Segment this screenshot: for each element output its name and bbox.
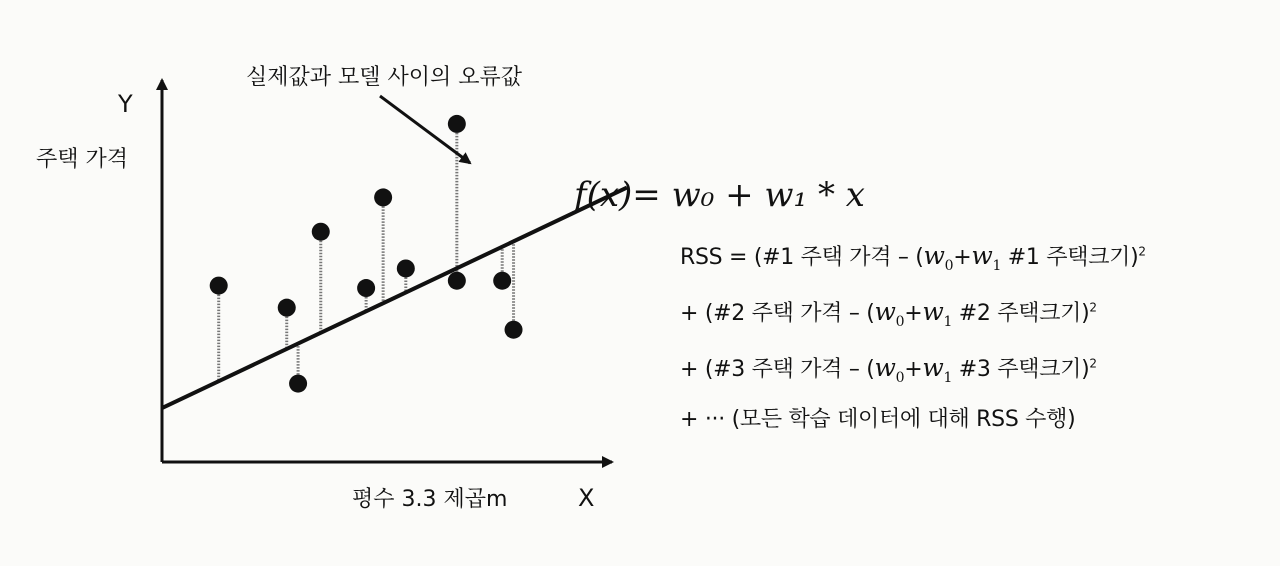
rss-line-3 [680,352,1097,386]
data-point-1 [210,277,228,295]
regression-formula [571,175,865,215]
x-axis-label: 평수 3.3 제곱m [352,487,508,512]
data-point-2 [278,299,296,317]
rss-line-2 [680,296,1097,330]
rss-line-2-plus: + [904,301,923,326]
formula-rhs: = w₀ + w₁ * x [632,175,865,215]
data-point-3 [289,375,307,393]
data-point-9 [448,115,466,133]
y-axis-label: 주택 가격 [36,147,129,172]
rss-line-3-prefix: + (#3 주택 가격 – ( [680,357,875,382]
data-point-5 [357,279,375,297]
rss-line-1-w1: $w_1$ [971,241,1002,274]
rss-line-3-plus: + [904,357,923,382]
rss-line-1-prefix: RSS = (#1 주택 가격 – ( [680,245,924,270]
rss-line-3-w1: $w_1$ [922,353,953,386]
data-point-4 [312,223,330,241]
data-point-6 [374,188,392,206]
y-axis-name: Y [118,90,133,118]
data-point-10 [493,272,511,290]
rss-line-3-w0: $w_0$ [874,353,905,386]
data-points [210,115,523,393]
x-axis-name: X [578,484,595,512]
rss-line-4: + ··· (모든 학습 데이터에 대해 RSS 수행) [680,407,1076,432]
rss-line-3-sup: 2 [1089,356,1097,371]
data-point-8 [448,272,466,290]
rss-line-1-suffix: #1 주택크기) [1001,245,1139,270]
regression-line [162,188,627,409]
rss-line-2-sup: 2 [1089,300,1097,315]
rss-line-2-w1: $w_1$ [922,297,953,330]
annotation-label: 실제값과 모델 사이의 오류값 [246,65,523,90]
rss-line-2-prefix: + (#2 주택 가격 – ( [680,301,875,326]
rss-line-1-w0: $w_0$ [923,241,954,274]
rss-line-2-w0: $w_0$ [874,297,905,330]
rss-line-3-suffix: #3 주택크기) [952,357,1090,382]
formula-lhs: f(x) [574,175,633,215]
rss-line-1 [680,240,1146,274]
data-point-7 [397,259,415,277]
rss-line-1-sup: 2 [1138,244,1146,259]
rss-line-2-suffix: #2 주택크기) [952,301,1090,326]
data-point-11 [505,321,523,339]
rss-line-1-plus: + [953,245,972,270]
